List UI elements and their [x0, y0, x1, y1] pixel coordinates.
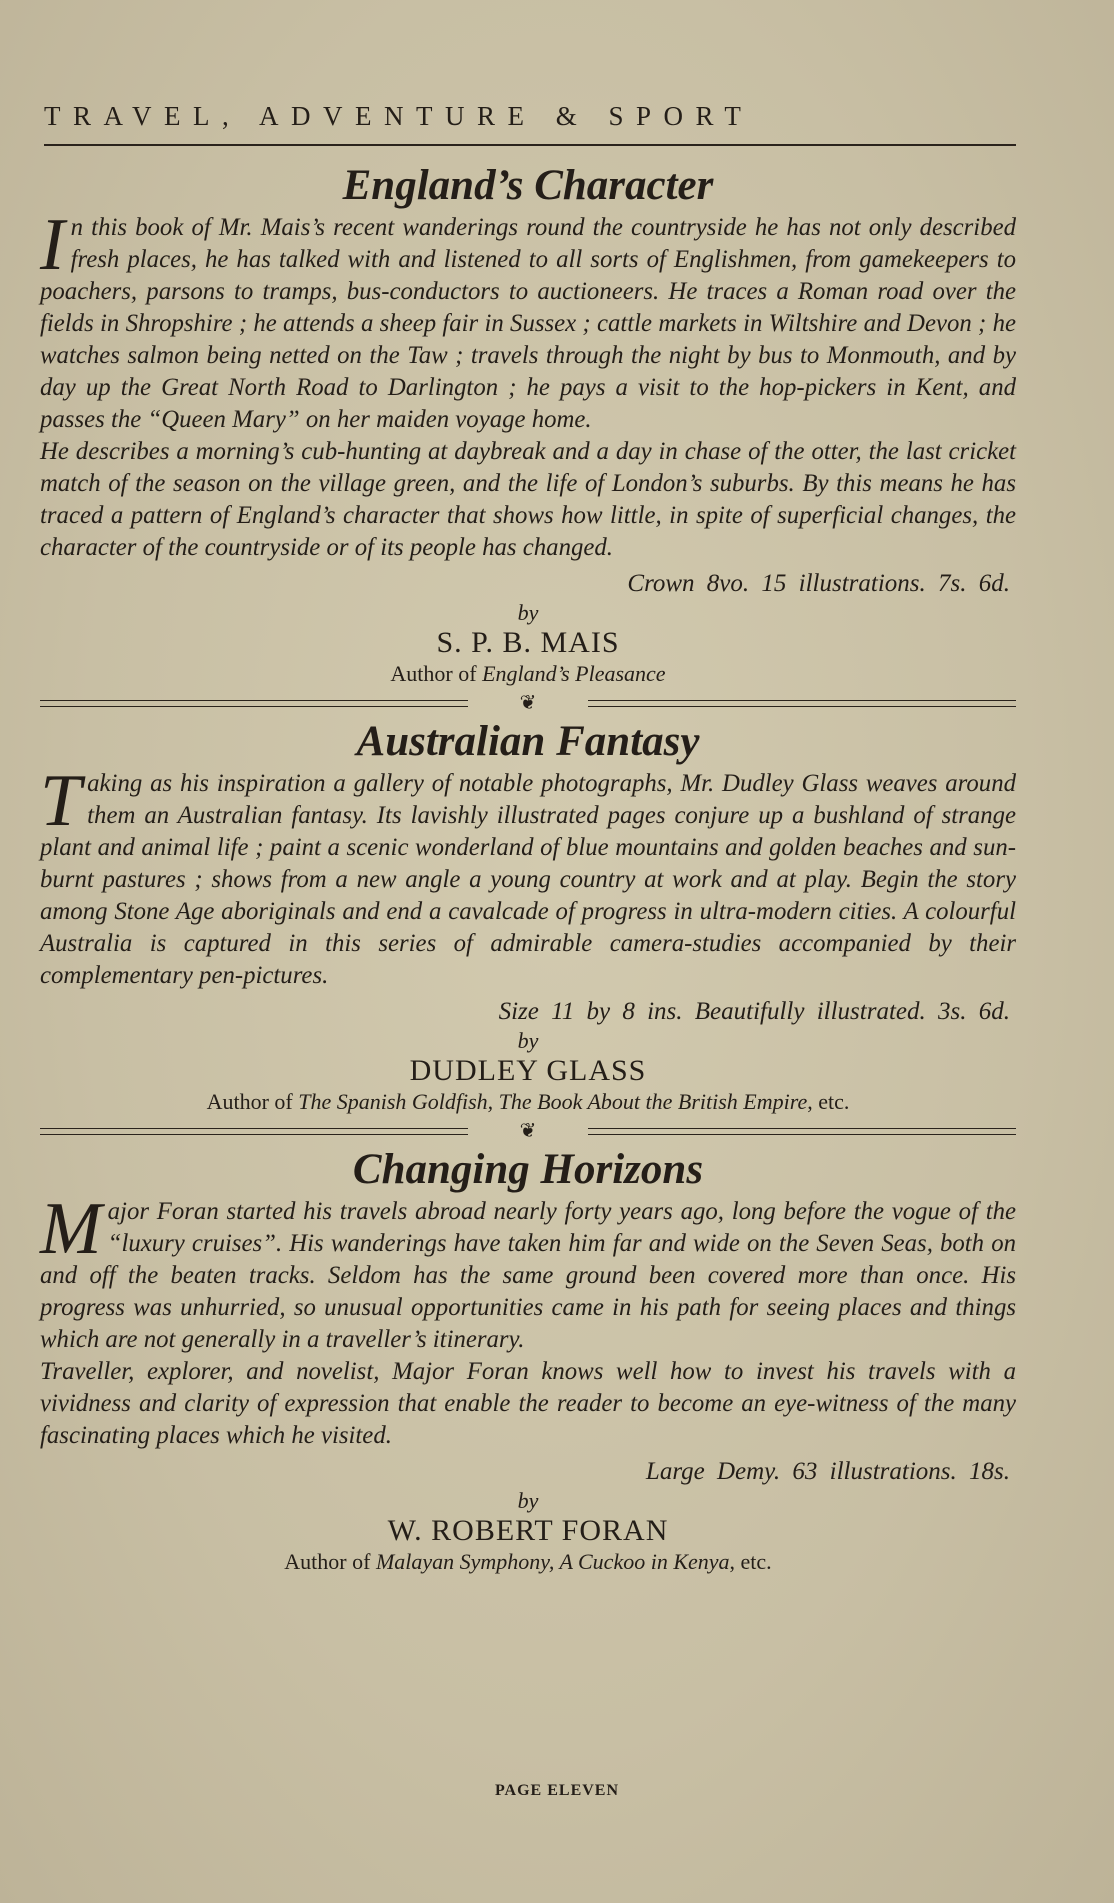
- description-paragraph: [40, 204, 1016, 436]
- author-works: The Spanish Goldfish, The Book About the British Empire: [298, 1089, 808, 1114]
- drop-cap: T: [40, 760, 82, 842]
- paragraph-text: aking as his inspiration a gallery of notable photographs, Mr. Dudley Glass weaves around them an Australian fantasy. Its lavishly illustrated pages conjure up a bushland of strange plant and animal life ; paint a scenic wonderland of blue mountains and golden beaches and sun-burnt pastures ; shows from a new angle a young country at work and at play. Begin the story among Stone Age aboriginals and end a cavalcade of progress in ultra-modern cities. A colourful Australia is captured in this series of admirable camera-studies accompanied by their complementary pen-pictures.: [40, 770, 1016, 989]
- book-entry-englands-character: [40, 160, 1016, 688]
- book-description: [40, 204, 1016, 564]
- paragraph-text: n this book of Mr. Mais’s recent wanderings round the countryside he has not only described fresh places, he has talked with and listened to all sorts of Englishmen, from gamekeepers to poachers, parsons to tramps, bus-conductors to auctioneers. He traces a Roman road over the fields in Shropshire ; he attends a sheep fair in Sussex ; cattle markets in Wiltshire and Devon ; he watches salmon being netted on the Taw ; travels through the night by bus to Monmouth, and by day up the Great North Road to Darlington ; he pays a visit to the hop-pickers in Kent, and passes the “Queen Mary” on her maiden voyage home.: [40, 214, 1016, 433]
- book-title: Australian Fantasy: [356, 718, 700, 765]
- book-spec: Size 11 by 8 ins. Beautifully illustrated. 3s. 6d.: [498, 998, 1010, 1025]
- book-spec: Large Demy. 63 illustrations. 18s.: [645, 1458, 1010, 1485]
- author-name: S. P. B. MAIS: [436, 626, 620, 659]
- drop-cap: M: [40, 1188, 102, 1270]
- by-line: by: [517, 1028, 539, 1053]
- by-line: by: [517, 600, 539, 625]
- section-divider: [40, 694, 1016, 712]
- section-divider: [40, 1122, 1016, 1140]
- description-paragraph: Traveller, explorer, and novelist, Major Foran knows well how to invest his travels with a vividness and clarity of expression that enable the reader to become an eye-witness of the many fascinating places which he visited.: [40, 1358, 1016, 1449]
- book-title: England’s Character: [342, 162, 714, 209]
- ornament-icon: ❦: [519, 1120, 537, 1142]
- book-description: [40, 1188, 1016, 1452]
- by-line: by: [517, 1488, 539, 1513]
- paragraph-text: ajor Foran started his travels abroad nearly forty years ago, long before the vogue of the “luxury cruises”. His wanderings have taken him far and wide on the Seven Seas, both on and off the beaten tracks. Seldom has the same ground been covered more than once. His progress was unhurried, so unusual opportunities came in his path for seeing places and things which are not generally in a traveller’s itinerary.: [40, 1198, 1016, 1353]
- book-description: [40, 760, 1016, 992]
- description-paragraph: [40, 1188, 1016, 1356]
- author-name: DUDLEY GLASS: [409, 1054, 647, 1087]
- description-paragraph: He describes a morning’s cub-hunting at daybreak and a day in chase of the otter, the last cricket match of the season on the village green, and the life of London’s suburbs. By this means he has traced a pattern of England’s character that shows how little, in spite of superficial changes, the character of the countryside or of its people has changed.: [40, 438, 1016, 561]
- page-number: PAGE ELEVEN: [494, 1782, 620, 1799]
- header-rule: [44, 144, 1016, 146]
- author-works: Malayan Symphony, A Cuckoo in Kenya: [375, 1549, 730, 1574]
- description-paragraph: [40, 760, 1016, 992]
- author-note: Author of England’s Pleasance: [390, 661, 666, 686]
- book-entry-australian-fantasy: [40, 716, 1016, 1116]
- book-spec: Crown 8vo. 15 illustrations. 7s. 6d.: [627, 570, 1010, 597]
- section-header: TRAVEL, ADVENTURE & SPORT: [44, 101, 754, 131]
- author-note: Author of Malayan Symphony, A Cuckoo in Kenya, etc.: [284, 1549, 772, 1574]
- author-name: W. ROBERT FORAN: [387, 1514, 669, 1547]
- book-entry-changing-horizons: [40, 1144, 1016, 1576]
- ornament-icon: ❦: [519, 692, 537, 714]
- author-note: Author of The Spanish Goldfish, The Book About the British Empire, etc.: [206, 1089, 850, 1114]
- author-works: England’s Pleasance: [482, 661, 666, 686]
- book-title: Changing Horizons: [352, 1146, 704, 1193]
- drop-cap: I: [40, 204, 65, 286]
